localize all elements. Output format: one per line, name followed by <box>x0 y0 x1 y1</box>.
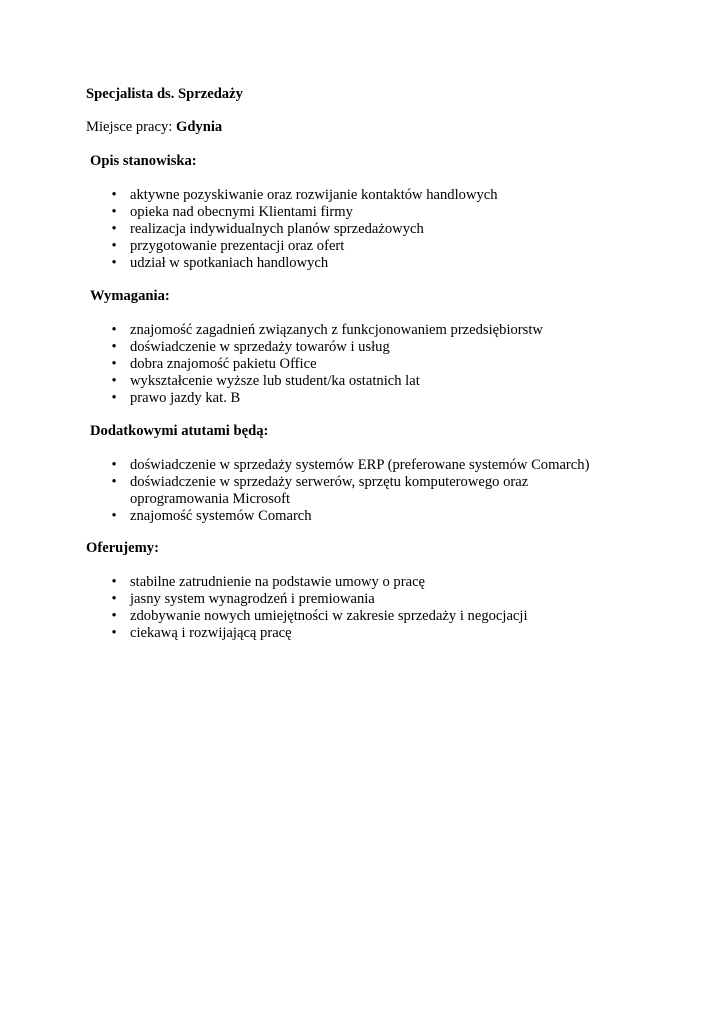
bullet-icon: • <box>111 574 117 590</box>
list-item <box>0 187 640 204</box>
list-item-text: prawo jazdy kat. B <box>130 390 241 406</box>
bullet-icon: • <box>111 591 117 607</box>
list-item <box>0 508 640 525</box>
bullet-icon: • <box>111 608 117 624</box>
list-item <box>0 356 640 373</box>
bullet-icon: • <box>111 356 117 372</box>
section-heading-dodatkowe: Dodatkowymi atutami będą: <box>90 423 269 439</box>
location-label: Miejsce pracy: <box>86 119 173 135</box>
list-item-text: przygotowanie prezentacji oraz ofert <box>130 238 345 254</box>
list-item-text: dobra znajomość pakietu Office <box>130 356 317 372</box>
list-item <box>0 474 640 508</box>
section-heading-wymagania: Wymagania: <box>90 288 170 304</box>
bullet-icon: • <box>111 339 117 355</box>
list-item-text: doświadczenie w sprzedaży serwerów, sprzętu komputerowego oraz oprogramowania Microsoft <box>130 474 529 507</box>
list-item-text: wykształcenie wyższe lub student/ka ostatnich lat <box>130 373 420 389</box>
list-item <box>0 322 640 339</box>
list-item <box>0 255 640 272</box>
list-item-text: znajomość systemów Comarch <box>130 508 312 524</box>
section-heading-opis: Opis stanowiska: <box>90 153 197 169</box>
list-item-text: znajomość zagadnień związanych z funkcjonowaniem przedsiębiorstw <box>130 322 543 338</box>
list-item <box>0 457 640 474</box>
list-item <box>0 390 640 407</box>
list-dodatkowe <box>0 457 640 525</box>
list-item-text: doświadczenie w sprzedaży towarów i usług <box>130 339 390 355</box>
list-oferujemy <box>0 574 640 642</box>
list-item-text: ciekawą i rozwijającą pracę <box>130 625 292 641</box>
list-item <box>0 591 640 608</box>
bullet-icon: • <box>111 625 117 641</box>
list-item-text: zdobywanie nowych umiejętności w zakresie sprzedaży i negocjacji <box>130 608 528 624</box>
bullet-icon: • <box>111 390 117 406</box>
list-wymagania <box>0 322 640 407</box>
list-item <box>0 221 640 238</box>
list-item-text: udział w spotkaniach handlowych <box>130 255 329 271</box>
location-city: Gdynia <box>175 119 223 135</box>
list-item-text: aktywne pozyskiwanie oraz rozwijanie kontaktów handlowych <box>130 187 498 203</box>
bullet-icon: • <box>111 187 117 203</box>
bullet-icon: • <box>111 221 117 237</box>
work-location <box>86 119 666 136</box>
list-item-text: jasny system wynagrodzeń i premiowania <box>130 591 375 607</box>
bullet-icon: • <box>111 373 117 389</box>
bullet-icon: • <box>111 474 117 490</box>
list-item <box>0 339 640 356</box>
bullet-icon: • <box>111 508 117 524</box>
list-item-text: doświadczenie w sprzedaży systemów ERP (preferowane systemów Comarch) <box>130 457 590 473</box>
list-item-text: stabilne zatrudnienie na podstawie umowy o pracę <box>130 574 426 590</box>
list-item <box>0 373 640 390</box>
job-title: Specjalista ds. Sprzedaży <box>86 86 243 102</box>
list-item <box>0 625 640 642</box>
bullet-icon: • <box>111 322 117 338</box>
list-item <box>0 204 640 221</box>
bullet-icon: • <box>111 255 117 271</box>
list-item <box>0 574 640 591</box>
list-item <box>0 238 640 255</box>
bullet-icon: • <box>111 238 117 254</box>
list-item-text: opieka nad obecnymi Klientami firmy <box>130 204 353 220</box>
bullet-icon: • <box>111 204 117 220</box>
list-opis <box>0 187 640 272</box>
list-item <box>0 608 640 625</box>
list-item-text: realizacja indywidualnych planów sprzedażowych <box>130 221 424 237</box>
section-heading-oferujemy: Oferujemy: <box>86 540 159 556</box>
bullet-icon: • <box>111 457 117 473</box>
